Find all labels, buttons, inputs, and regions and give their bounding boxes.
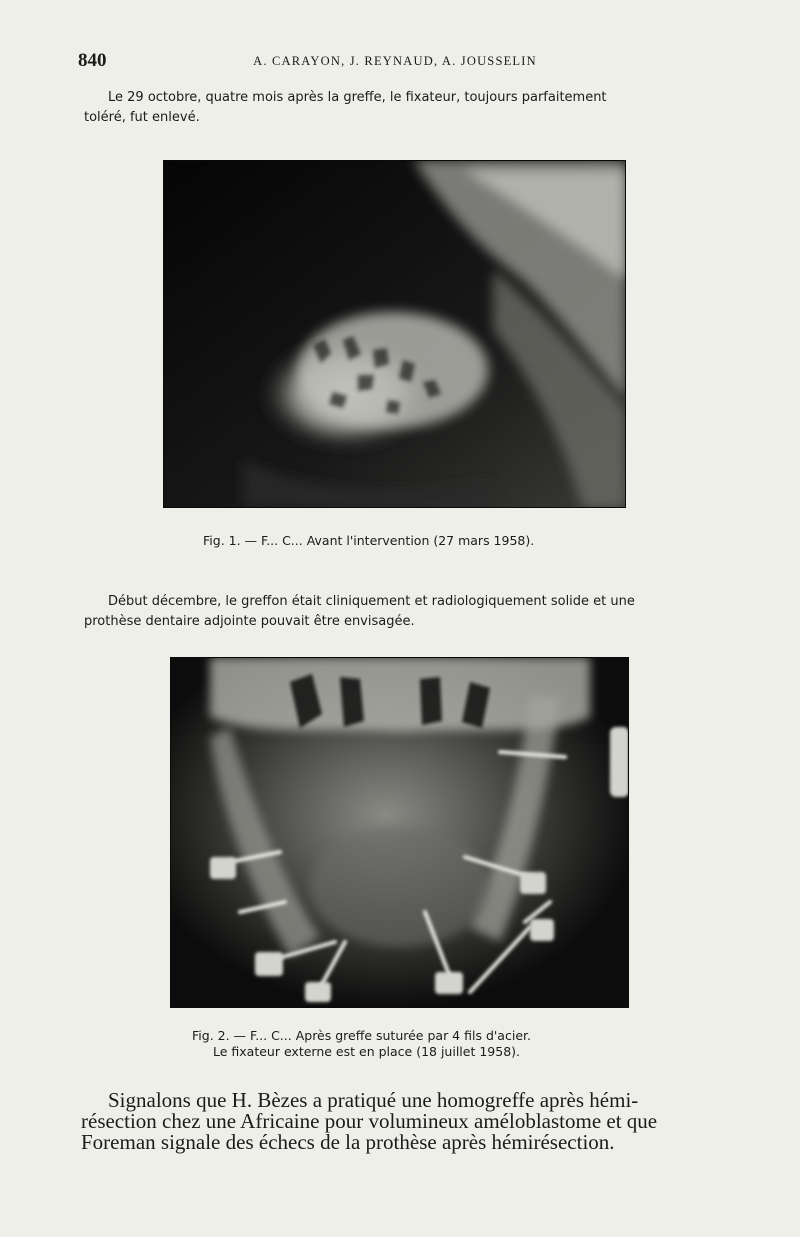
figure-1-radiograph (163, 160, 626, 508)
page-number: 840 (78, 50, 107, 71)
paragraph-2 (84, 592, 712, 632)
paragraph-2-line-1: Début décembre, le greffon était cliniquement et radiologiquement solide et une (108, 594, 635, 609)
figure-2-caption-line-1: Fig. 2. — F... C... Après greffe suturée par 4 fils d'acier. (192, 1028, 531, 1043)
paragraph-1-line-1: Le 29 octobre, quatre mois après la greffe, le fixateur, toujours parfaitement (108, 90, 607, 105)
paragraph-1 (84, 88, 710, 128)
body-paragraph-line-1: Signalons que H. Bèzes a pratiqué une homogreffe après hémi- (108, 1088, 639, 1112)
figure-1-caption: Fig. 1. — F... C... Avant l'intervention (27 mars 1958). (203, 533, 535, 548)
paragraph-1-line-2: toléré, fut enlevé. (84, 110, 200, 125)
figure-2-radiograph (170, 657, 629, 1008)
body-paragraph-line-3: Foreman signale des échecs de la prothèse après hémirésection. (81, 1130, 615, 1154)
body-paragraph (81, 1088, 716, 1154)
running-head: A. CARAYON, J. REYNAUD, A. JOUSSELIN (253, 54, 537, 68)
body-paragraph-line-2: résection chez une Africaine pour volumineux améloblastome et que (81, 1109, 658, 1133)
paragraph-2-line-2: prothèse dentaire adjointe pouvait être envisagée. (84, 614, 415, 629)
figure-2-caption-line-2: Le fixateur externe est en place (18 juillet 1958). (213, 1044, 520, 1059)
